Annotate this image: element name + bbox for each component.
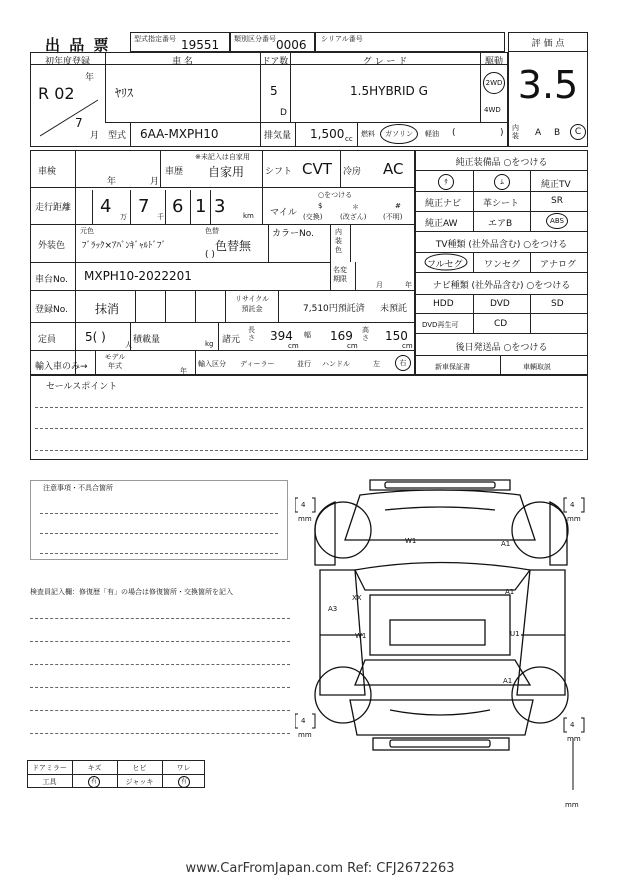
jack-present-circled: 有 <box>178 776 190 788</box>
type-no-box: 型式指定番号 19551 <box>130 32 230 52</box>
score-value: 3.5 <box>517 63 579 107</box>
damage-mark-xx: XX <box>352 594 362 602</box>
equipment-circled-1: ｻ <box>438 174 454 190</box>
drive-2wd-circled: 2WD <box>483 72 505 94</box>
cooler-value: AC <box>383 160 404 178</box>
tv-fullseg-circle <box>423 253 469 271</box>
tire-rear-right: 4 <box>570 721 575 729</box>
category-value: 0006 <box>276 38 307 52</box>
displacement-value: 1,500 <box>310 127 345 141</box>
damage-mark-a1-right-door: A1 <box>505 588 515 596</box>
serial-box: シリアル番号 <box>315 32 505 52</box>
chassis-no: MXPH10-2022201 <box>84 269 192 283</box>
damage-mark-a3: A3 <box>328 605 338 613</box>
damage-mark-u1: U1 <box>510 630 520 638</box>
footer-ref: www.CarFromJapan.com Ref: CFJ2672263 <box>185 861 455 876</box>
shift-value: CVT <box>302 160 332 178</box>
damage-mark-a1-rear-right: A1 <box>503 677 513 685</box>
recycle-value: 7,510円預託済 <box>303 304 365 314</box>
mileage-digit-1: 4 <box>100 196 112 217</box>
repaint-value: 色替無 <box>215 239 252 253</box>
damage-mark-w1-windshield: W1 <box>405 537 417 545</box>
width-value: 169 <box>330 329 353 343</box>
category-box: 類別区分番号 0006 <box>230 32 315 52</box>
grade-value: 1.5HYBRID G <box>350 84 428 98</box>
type-no-value: 19551 <box>181 38 220 52</box>
score-box: 評 価 点 3.5 <box>508 32 588 147</box>
mileage-digit-2: 7 <box>138 196 150 217</box>
abs-circled: ABS <box>546 213 568 229</box>
tv-fullseg: フルセグ <box>427 260 463 270</box>
car-diagram <box>295 470 595 815</box>
equipment-circled-2: ﾑ <box>494 174 510 190</box>
history-value: 自家用 <box>208 165 245 179</box>
tire-front-left: 4 <box>301 501 306 509</box>
damage-mark-w1-rear: W1 <box>355 632 367 640</box>
damage-mark-a1-front-right: A1 <box>501 540 511 548</box>
sales-points-box: セールスポイント <box>30 375 588 460</box>
capacity-value: 5( ) <box>85 330 106 344</box>
length-value: 394 <box>270 329 293 343</box>
interior-c-circled: C <box>570 124 586 140</box>
reg-no-value: 抹消 <box>95 302 120 316</box>
original-color: ﾌﾞﾗｯｸ×ｱﾊﾞﾝｷﾞｬﾙﾄﾞﾌﾞ <box>82 241 167 251</box>
first-reg-era: R 02 <box>38 84 75 103</box>
height-value: 150 <box>385 329 408 343</box>
tire-front-right: 4 <box>570 501 575 509</box>
model-value: 6AA-MXPH10 <box>140 127 219 141</box>
mileage-digit-3: 6 <box>172 196 184 217</box>
doors-value: 5 <box>270 84 278 98</box>
car-name: ﾔﾘｽ <box>115 86 134 100</box>
first-reg-month: 7 <box>75 116 83 130</box>
mileage-digit-4: 1 <box>195 196 207 217</box>
inspector-note: 検査員記入欄：修復歴「有」の場合は修復箇所・交換箇所を記入 <box>30 588 233 596</box>
sheet-title: 出 品 票 <box>45 36 111 54</box>
tire-rear-left: 4 <box>301 717 306 725</box>
tools-present-circled: 有 <box>88 776 100 788</box>
handle-right-circled: 右 <box>395 355 411 371</box>
notes-box: 注意事項・不具合箇所 <box>30 480 288 560</box>
fuel-gasoline-circled: ガソリン <box>380 124 418 144</box>
mileage-digit-5: 3 <box>214 196 226 217</box>
